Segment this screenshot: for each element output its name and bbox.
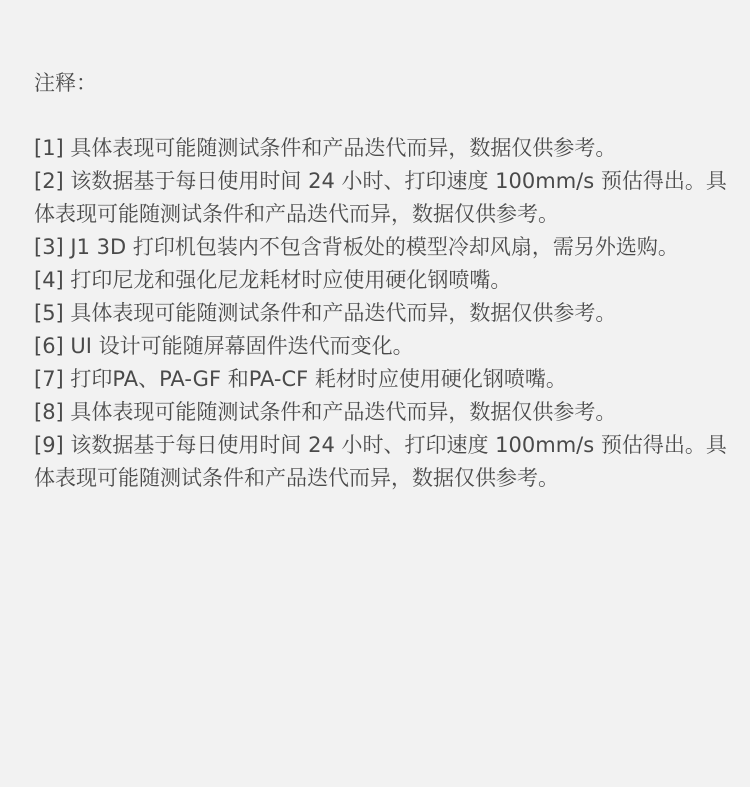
note-item-4: [4] 打印尼龙和强化尼龙耗材时应使用硬化钢喷嘴。 [34, 268, 512, 292]
note-item-8: [8] 具体表现可能随测试条件和产品迭代而异，数据仅供参考。 [34, 400, 617, 424]
note-item-9: [9] 该数据基于每日使用时间 24 小时、打印速度 100mm/s 预估得出。具体表现可能随测试条件和产品迭代而异，数据仅供参考。 [34, 433, 727, 490]
note-item-6: [6] UI 设计可能随屏幕固件迭代而变化。 [34, 334, 414, 358]
note-item-3: [3] J1 3D 打印机包装内不包含背板处的模型冷却风扇，需另外选购。 [34, 235, 679, 259]
note-item-1: [1] 具体表现可能随测试条件和产品迭代而异，数据仅供参考。 [34, 136, 617, 160]
notes-title: 注释： [34, 71, 97, 95]
note-item-5: [5] 具体表现可能随测试条件和产品迭代而异，数据仅供参考。 [34, 301, 617, 325]
note-item-2: [2] 该数据基于每日使用时间 24 小时、打印速度 100mm/s 预估得出。具体表现可能随测试条件和产品迭代而异，数据仅供参考。 [34, 169, 727, 226]
note-item-7: [7] 打印PA、PA-GF 和PA-CF 耗材时应使用硬化钢喷嘴。 [34, 367, 567, 391]
note-list [34, 132, 730, 495]
